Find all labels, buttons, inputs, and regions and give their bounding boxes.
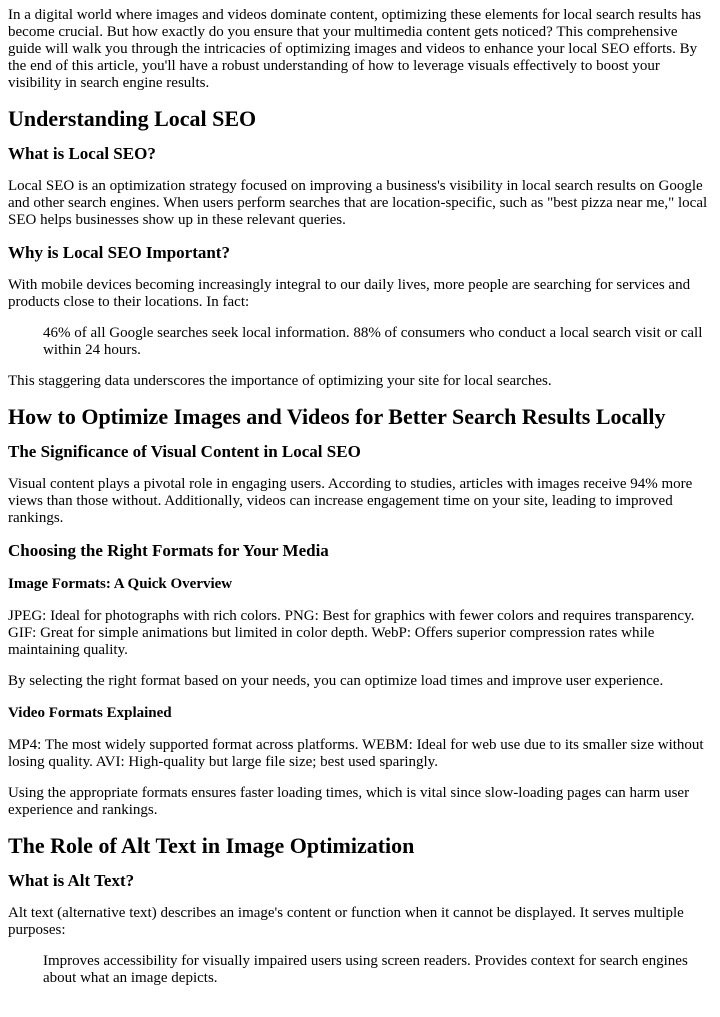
paragraph-image-formats-conclusion: By selecting the right format based on your needs, you can optimize load times and improve user experience. [8, 673, 664, 689]
paragraph-image-formats: JPEG: Ideal for photographs with rich colors. PNG: Best for graphics with fewer colors and requires transparency. GIF: Great for simple animations but limited in color depth. WebP: Offers superior compression rates while maintaining quality. [8, 608, 695, 658]
paragraph-stats-conclusion: This staggering data underscores the importance of optimizing your site for local searches. [8, 373, 552, 389]
quote-alt-text-purposes: Improves accessibility for visually impaired users using screen readers. Provides context for search engines about what an image depicts. [43, 953, 688, 986]
paragraph-visual-content-significance: Visual content plays a pivotal role in engaging users. According to studies, articles with images receive 94% more views than those without. Additionally, videos can increase engagement time on your site, leading to improved rankings. [8, 476, 693, 526]
heading-what-is-alt-text: What is Alt Text? [8, 871, 135, 890]
heading-image-formats: Image Formats: A Quick Overview [8, 576, 233, 592]
heading-visual-content-significance: The Significance of Visual Content in Local SEO [8, 442, 361, 461]
heading-what-is-local-seo: What is Local SEO? [8, 144, 156, 163]
paragraph-what-is-alt-text: Alt text (alternative text) describes an image's content or function when it cannot be displayed. It serves multiple purposes: [8, 905, 684, 938]
quote-local-search-stats: 46% of all Google searches seek local information. 88% of consumers who conduct a local search visit or call within 24 hours. [43, 325, 703, 358]
heading-choosing-formats: Choosing the Right Formats for Your Media [8, 541, 329, 560]
heading-why-local-seo-important: Why is Local SEO Important? [8, 243, 230, 262]
paragraph-video-formats-conclusion: Using the appropriate formats ensures faster loading times, which is vital since slow-loading pages can harm user experience and rankings. [8, 785, 690, 818]
intro-paragraph: In a digital world where images and videos dominate content, optimizing these elements for local search results has become crucial. But how exactly do you ensure that your multimedia content gets noticed? This comprehensive guide will walk you through the intricacies of optimizing images and videos to enhance your local SEO efforts. By the end of this article, you'll have a robust understanding of how to leverage visuals effectively to boost your visibility in search engine results. [8, 7, 702, 91]
paragraph-why-local-seo-important: With mobile devices becoming increasingly integral to our daily lives, more people are searching for services and products close to their locations. In fact: [8, 277, 691, 310]
paragraph-video-formats: MP4: The most widely supported format across platforms. WEBM: Ideal for web use due to its smaller size without losing quality. AVI: High-quality but large file size; best used sparingly. [8, 737, 704, 770]
paragraph-what-is-local-seo: Local SEO is an optimization strategy focused on improving a business's visibility in local search results on Google and other search engines. When users perform searches that are location-specific, such as "best pizza near me," local SEO helps businesses show up in these relevant queries. [8, 178, 708, 228]
heading-optimize-images-videos: How to Optimize Images and Videos for Better Search Results Locally [8, 404, 666, 429]
heading-video-formats: Video Formats Explained [8, 705, 172, 721]
heading-understanding-local-seo: Understanding Local SEO [8, 106, 257, 131]
heading-alt-text-role: The Role of Alt Text in Image Optimization [8, 833, 415, 858]
